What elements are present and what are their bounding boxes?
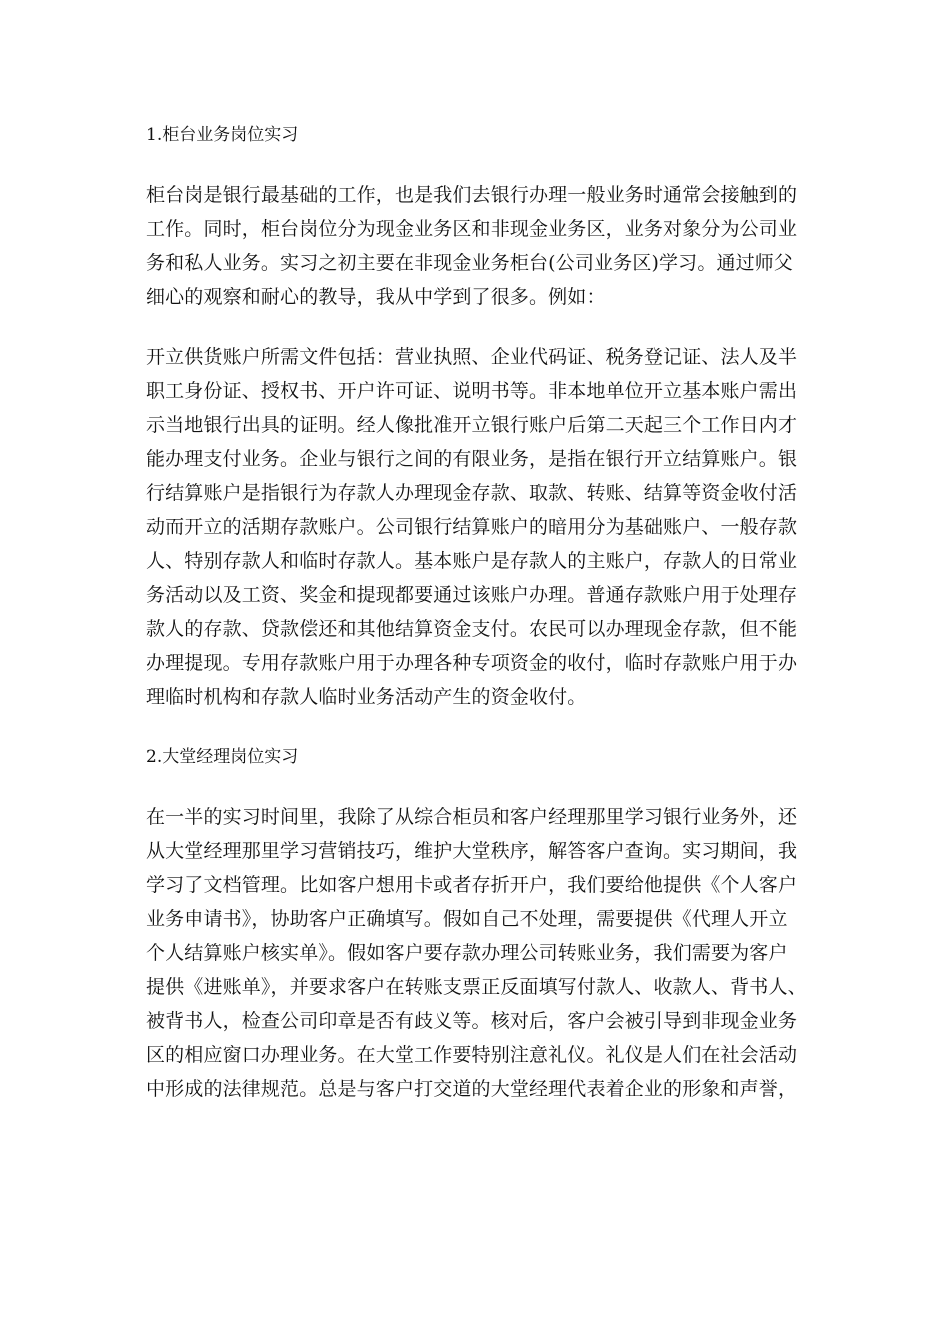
text-line: 务活动以及工资、奖金和提现都要通过该账户办理。普通存款账户用于处理存 — [146, 584, 798, 606]
text-line: 在一半的实习时间里，我除了从综合柜员和客户经理那里学习银行业务外，还 — [146, 806, 798, 828]
section-heading-counter: 1.柜台业务岗位实习 — [146, 125, 299, 145]
paragraph-account-opening — [146, 340, 806, 714]
text-line: 人、特别存款人和临时存款人。基本账户是存款人的主账户，存款人的日常业 — [146, 550, 798, 572]
text-line: 区的相应窗口办理业务。在大堂工作要特别注意礼仪。礼仪是人们在社会活动 — [146, 1044, 798, 1066]
text-line: 业务申请书》，协助客户正确填写。假如自己不处理，需要提供《代理人开立 — [146, 908, 788, 930]
text-line: 办理提现。专用存款账户用于办理各种专项资金的收付，临时存款账户用于办 — [146, 652, 798, 674]
text-line: 职工身份证、授权书、开户许可证、说明书等。非本地单位开立基本账户需出 — [146, 380, 798, 402]
text-line: 细心的观察和耐心的教导，我从中学到了很多。例如： — [146, 286, 606, 308]
text-line: 行结算账户是指银行为存款人办理现金存款、取款、转账、结算等资金收付活 — [146, 482, 798, 504]
text-line: 能办理支付业务。企业与银行之间的有限业务，是指在银行开立结算账户。银 — [146, 448, 798, 470]
text-line: 务和私人业务。实习之初主要在非现金业务柜台(公司业务区)学习。通过师父 — [146, 252, 794, 274]
section-heading-lobby-manager: 2.大堂经理岗位实习 — [146, 747, 299, 767]
text-line: 动而开立的活期存款账户。公司银行结算账户的暗用分为基础账户、一般存款 — [146, 516, 798, 538]
text-line: 示当地银行出具的证明。经人像批准开立银行账户后第二天起三个工作日内才 — [146, 414, 798, 436]
text-line: 工作。同时，柜台岗位分为现金业务区和非现金业务区，业务对象分为公司业 — [146, 218, 798, 240]
text-line: 个人结算账户核实单》。假如客户要存款办理公司转账业务，我们需要为客户 — [146, 942, 788, 964]
paragraph-counter-intro — [146, 178, 806, 314]
document-page — [146, 118, 806, 1132]
text-line: 开立供货账户所需文件包括：营业执照、企业代码证、税务登记证、法人及半 — [146, 346, 798, 368]
text-line: 理临时机构和存款人临时业务活动产生的资金收付。 — [146, 686, 587, 708]
text-line: 从大堂经理那里学习营销技巧，维护大堂秩序，解答客户查询。实习期间，我 — [146, 840, 798, 862]
text-line: 款人的存款、贷款偿还和其他结算资金支付。农民可以办理现金存款，但不能 — [146, 618, 798, 640]
text-line: 学习了文档管理。比如客户想用卡或者存折开户，我们要给他提供《个人客户 — [146, 874, 798, 896]
text-line: 中形成的法律规范。总是与客户打交道的大堂经理代表着企业的形象和声誉， — [146, 1078, 798, 1100]
text-line: 被背书人，检查公司印章是否有歧义等。核对后，客户会被引导到非现金业务 — [146, 1010, 798, 1032]
text-line: 柜台岗是银行最基础的工作，也是我们去银行办理一般业务时通常会接触到的 — [146, 184, 798, 206]
paragraph-lobby-manager — [146, 800, 806, 1106]
text-line: 提供《进账单》，并要求客户在转账支票正反面填写付款人、收款人、背书人、 — [146, 976, 807, 998]
